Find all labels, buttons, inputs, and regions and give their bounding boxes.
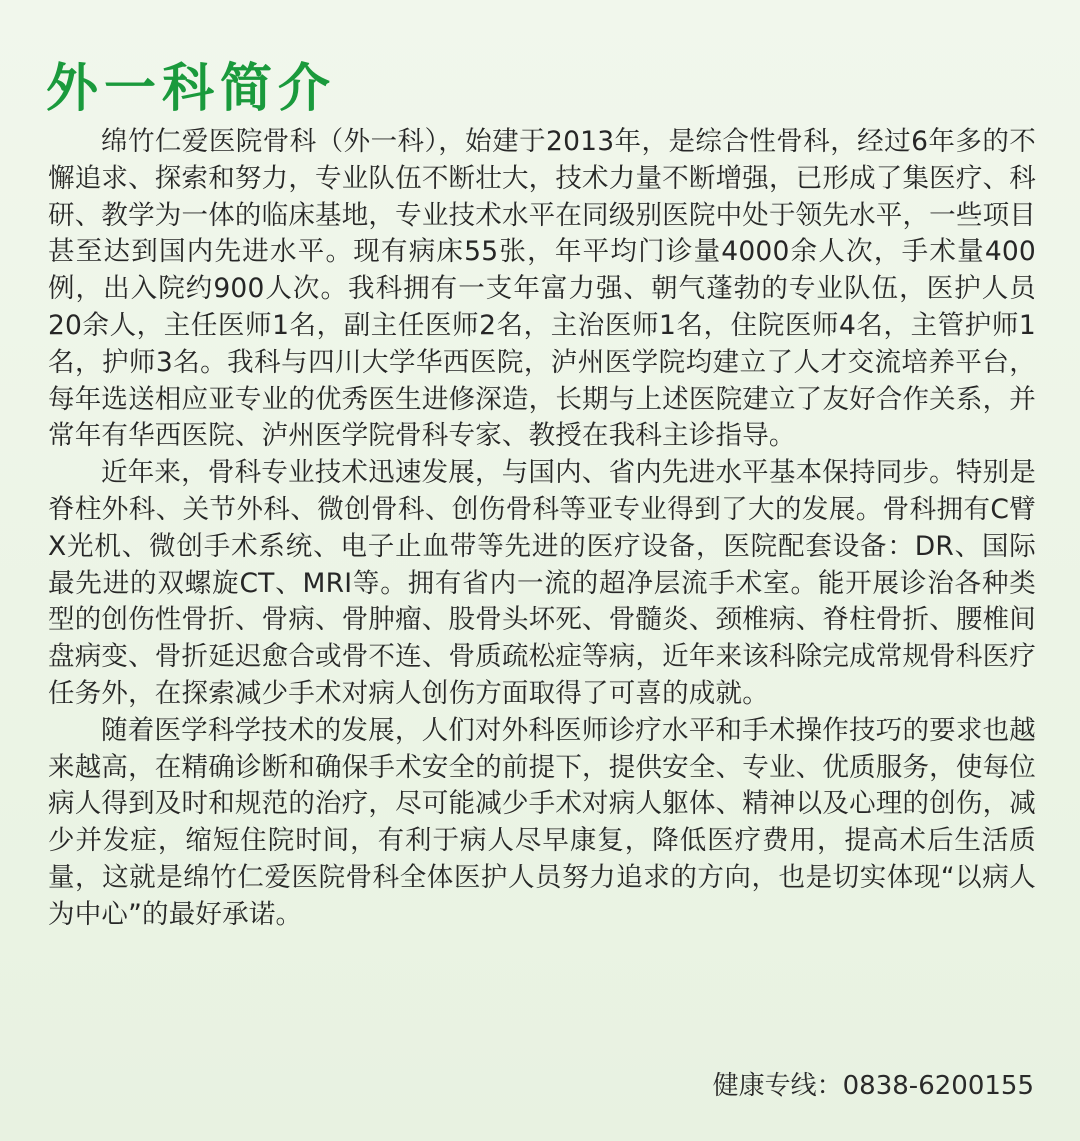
page-title: 外一科简介 bbox=[46, 58, 337, 119]
paragraph-mission: 随着医学科学技术的发展，人们对外科医师诊疗水平和手术操作技巧的要求也越来越高，在精确诊断和确保手术安全的前提下，提供安全、专业、优质服务，使每位病人得到及时和规范的治疗，尽可能减少手术对病人躯体、精神以及心理的创伤，减少并发症，缩短住院时间，有利于病人尽早康复，降低医疗费用，提高术后生活质量，这就是绵竹仁爱医院骨科全体医护人员努力追求的方向，也是切实体现“以病人为中心”的最好承诺。 bbox=[48, 714, 1036, 930]
article-body bbox=[48, 124, 1036, 934]
paragraph-development: 近年来，骨科专业技术迅速发展，与国内、省内先进水平基本保持同步。特别是脊柱外科、关节外科、微创骨科、创伤骨科等亚专业得到了大的发展。骨科拥有C臂X光机、微创手术系统、电子止血带等先进的医疗设备，医院配套设备：DR、国际最先进的双螺旋CT、MRI等。拥有省内一流的超净层流手术室。能开展诊治各种类型的创伤性骨折、骨病、骨肿瘤、股骨头坏死、骨髓炎、颈椎病、脊柱骨折、腰椎间盘病变、骨折延迟愈合或骨不连、骨质疏松症等病，近年来该科除完成常规骨科医疗任务外，在探索减少手术对病人创伤方面取得了可喜的成就。 bbox=[48, 457, 1036, 709]
health-hotline: 健康专线：0838-6200155 bbox=[712, 1071, 1034, 1101]
paragraph-intro: 绵竹仁爱医院骨科（外一科），始建于2013年，是综合性骨科，经过6年多的不懈追求、探索和努力，专业队伍不断壮大，技术力量不断增强，已形成了集医疗、科研、教学为一体的临床基地，专业技术水平在同级别医院中处于领先水平，一些项目甚至达到国内先进水平。现有病床55张，年平均门诊量4000余人次，手术量400例，出入院约900人次。我科拥有一支年富力强、朝气蓬勃的专业队伍，医护人员20余人，主任医师1名，副主任医师2名，主治医师1名，住院医师4名，主管护师1名，护师3名。我科与四川大学华西医院，泸州医学院均建立了人才交流培养平台，每年选送相应亚专业的优秀医生进修深造，长期与上述医院建立了友好合作关系，并常年有华西医院、泸州医学院骨科专家、教授在我科主诊指导。 bbox=[48, 126, 1036, 452]
